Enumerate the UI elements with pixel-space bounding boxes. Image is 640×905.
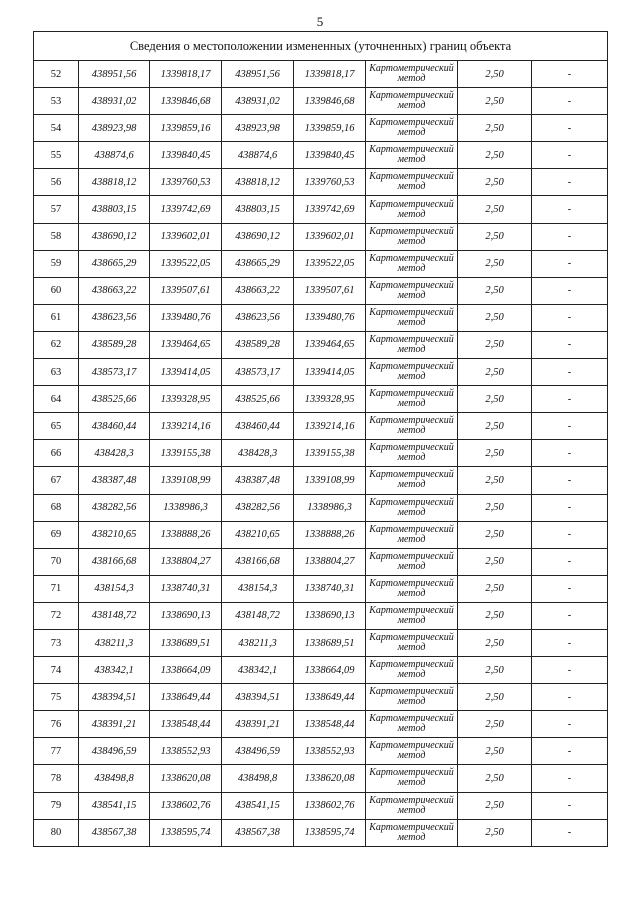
point-number-cell: 73: [34, 629, 79, 656]
point-number-cell: 65: [34, 413, 79, 440]
existing-y-cell: 1339214,16: [150, 413, 222, 440]
point-number-cell: 54: [34, 115, 79, 142]
new-x-cell: 438923,98: [222, 115, 294, 142]
existing-y-cell: 1338740,31: [150, 575, 222, 602]
description-cell: -: [532, 602, 608, 629]
new-y-cell: 1339522,05: [294, 250, 366, 277]
new-y-cell: 1339155,38: [294, 440, 366, 467]
method-cell: Картометрический метод: [366, 765, 458, 792]
point-number-cell: 58: [34, 223, 79, 250]
accuracy-cell: 2,50: [458, 115, 532, 142]
table-row: [34, 142, 608, 169]
description-cell: -: [532, 88, 608, 115]
existing-y-cell: 1339522,05: [150, 250, 222, 277]
page-number: 5: [316, 14, 324, 29]
table-row: [34, 765, 608, 792]
existing-x-cell: 438210,65: [79, 521, 150, 548]
accuracy-cell: 2,50: [458, 61, 532, 88]
existing-y-cell: 1339328,95: [150, 386, 222, 413]
method-cell: Картометрический метод: [366, 304, 458, 331]
point-number-cell: 63: [34, 359, 79, 386]
table-row: [34, 88, 608, 115]
description-cell: -: [532, 657, 608, 684]
accuracy-cell: 2,50: [458, 142, 532, 169]
new-y-cell: 1338804,27: [294, 548, 366, 575]
method-cell: Картометрический метод: [366, 819, 458, 846]
new-x-cell: 438394,51: [222, 684, 294, 711]
new-y-cell: 1339859,16: [294, 115, 366, 142]
new-x-cell: 438282,56: [222, 494, 294, 521]
accuracy-cell: 2,50: [458, 657, 532, 684]
point-number-cell: 55: [34, 142, 79, 169]
existing-y-cell: 1338664,09: [150, 657, 222, 684]
new-y-cell: 1339507,61: [294, 277, 366, 304]
point-number-cell: 67: [34, 467, 79, 494]
existing-y-cell: 1339507,61: [150, 277, 222, 304]
existing-x-cell: 438387,48: [79, 467, 150, 494]
existing-x-cell: 438525,66: [79, 386, 150, 413]
table-row: [34, 250, 608, 277]
new-x-cell: 438525,66: [222, 386, 294, 413]
point-number-cell: 80: [34, 819, 79, 846]
point-number-cell: 72: [34, 602, 79, 629]
new-y-cell: 1339742,69: [294, 196, 366, 223]
table-row: [34, 196, 608, 223]
existing-x-cell: 438690,12: [79, 223, 150, 250]
existing-y-cell: 1339464,65: [150, 331, 222, 358]
description-cell: -: [532, 738, 608, 765]
accuracy-cell: 2,50: [458, 223, 532, 250]
table-row: [34, 413, 608, 440]
table-row: [34, 304, 608, 331]
accuracy-cell: 2,50: [458, 440, 532, 467]
new-y-cell: 1338620,08: [294, 765, 366, 792]
accuracy-cell: 2,50: [458, 765, 532, 792]
description-cell: -: [532, 169, 608, 196]
existing-x-cell: 438394,51: [79, 684, 150, 711]
new-x-cell: 438498,8: [222, 765, 294, 792]
existing-x-cell: 438166,68: [79, 548, 150, 575]
accuracy-cell: 2,50: [458, 331, 532, 358]
new-x-cell: 438931,02: [222, 88, 294, 115]
new-y-cell: 1338649,44: [294, 684, 366, 711]
description-cell: -: [532, 819, 608, 846]
method-cell: Картометрический метод: [366, 602, 458, 629]
new-y-cell: 1339846,68: [294, 88, 366, 115]
existing-x-cell: 438623,56: [79, 304, 150, 331]
accuracy-cell: 2,50: [458, 819, 532, 846]
new-x-cell: 438387,48: [222, 467, 294, 494]
existing-x-cell: 438541,15: [79, 792, 150, 819]
new-x-cell: 438567,38: [222, 819, 294, 846]
accuracy-cell: 2,50: [458, 575, 532, 602]
new-x-cell: 438589,28: [222, 331, 294, 358]
existing-x-cell: 438818,12: [79, 169, 150, 196]
existing-y-cell: 1338548,44: [150, 711, 222, 738]
coordinates-table: [33, 31, 608, 847]
description-cell: -: [532, 765, 608, 792]
new-x-cell: 438874,6: [222, 142, 294, 169]
accuracy-cell: 2,50: [458, 711, 532, 738]
table-title: Сведения о местоположении измененных (уточненных) границ объекта: [34, 32, 608, 61]
method-cell: Картометрический метод: [366, 629, 458, 656]
description-cell: -: [532, 142, 608, 169]
point-number-cell: 78: [34, 765, 79, 792]
new-x-cell: 438665,29: [222, 250, 294, 277]
method-cell: Картометрический метод: [366, 467, 458, 494]
description-cell: -: [532, 115, 608, 142]
existing-y-cell: 1339602,01: [150, 223, 222, 250]
accuracy-cell: 2,50: [458, 548, 532, 575]
method-cell: Картометрический метод: [366, 250, 458, 277]
new-x-cell: 438818,12: [222, 169, 294, 196]
description-cell: -: [532, 467, 608, 494]
new-y-cell: 1338595,74: [294, 819, 366, 846]
point-number-cell: 53: [34, 88, 79, 115]
table-row: [34, 61, 608, 88]
table-row: [34, 684, 608, 711]
method-cell: Картометрический метод: [366, 61, 458, 88]
accuracy-cell: 2,50: [458, 494, 532, 521]
new-y-cell: 1339464,65: [294, 331, 366, 358]
new-x-cell: 438166,68: [222, 548, 294, 575]
existing-y-cell: 1339155,38: [150, 440, 222, 467]
method-cell: Картометрический метод: [366, 386, 458, 413]
table-row: [34, 575, 608, 602]
existing-y-cell: 1338689,51: [150, 629, 222, 656]
table-row: [34, 819, 608, 846]
description-cell: -: [532, 61, 608, 88]
existing-y-cell: 1338888,26: [150, 521, 222, 548]
existing-y-cell: 1338690,13: [150, 602, 222, 629]
table-body: [34, 32, 608, 847]
existing-x-cell: 438342,1: [79, 657, 150, 684]
new-y-cell: 1339214,16: [294, 413, 366, 440]
point-number-cell: 56: [34, 169, 79, 196]
existing-y-cell: 1339846,68: [150, 88, 222, 115]
new-y-cell: 1338690,13: [294, 602, 366, 629]
table-row: [34, 223, 608, 250]
existing-y-cell: 1339480,76: [150, 304, 222, 331]
new-x-cell: 438428,3: [222, 440, 294, 467]
existing-y-cell: 1338804,27: [150, 548, 222, 575]
existing-y-cell: 1338595,74: [150, 819, 222, 846]
table-row: [34, 169, 608, 196]
point-number-cell: 71: [34, 575, 79, 602]
method-cell: Картометрический метод: [366, 440, 458, 467]
existing-x-cell: 438573,17: [79, 359, 150, 386]
new-y-cell: 1339480,76: [294, 304, 366, 331]
existing-x-cell: 438923,98: [79, 115, 150, 142]
description-cell: -: [532, 711, 608, 738]
table-row: [34, 602, 608, 629]
accuracy-cell: 2,50: [458, 792, 532, 819]
point-number-cell: 57: [34, 196, 79, 223]
description-cell: -: [532, 575, 608, 602]
existing-x-cell: 438148,72: [79, 602, 150, 629]
accuracy-cell: 2,50: [458, 684, 532, 711]
new-y-cell: 1339328,95: [294, 386, 366, 413]
new-x-cell: 438460,44: [222, 413, 294, 440]
table-row: [34, 711, 608, 738]
accuracy-cell: 2,50: [458, 88, 532, 115]
existing-y-cell: 1338620,08: [150, 765, 222, 792]
method-cell: Картометрический метод: [366, 548, 458, 575]
point-number-cell: 52: [34, 61, 79, 88]
table-row: [34, 386, 608, 413]
point-number-cell: 69: [34, 521, 79, 548]
table-row: [34, 331, 608, 358]
existing-y-cell: 1339859,16: [150, 115, 222, 142]
description-cell: -: [532, 684, 608, 711]
accuracy-cell: 2,50: [458, 304, 532, 331]
table-row: [34, 359, 608, 386]
description-cell: -: [532, 277, 608, 304]
table-row: [34, 277, 608, 304]
accuracy-cell: 2,50: [458, 629, 532, 656]
accuracy-cell: 2,50: [458, 196, 532, 223]
table-row: [34, 792, 608, 819]
accuracy-cell: 2,50: [458, 413, 532, 440]
point-number-cell: 61: [34, 304, 79, 331]
new-x-cell: 438148,72: [222, 602, 294, 629]
new-x-cell: 438803,15: [222, 196, 294, 223]
method-cell: Картометрический метод: [366, 277, 458, 304]
existing-x-cell: 438874,6: [79, 142, 150, 169]
existing-y-cell: 1339818,17: [150, 61, 222, 88]
accuracy-cell: 2,50: [458, 738, 532, 765]
description-cell: -: [532, 494, 608, 521]
existing-x-cell: 438803,15: [79, 196, 150, 223]
accuracy-cell: 2,50: [458, 386, 532, 413]
existing-y-cell: 1339742,69: [150, 196, 222, 223]
point-number-cell: 74: [34, 657, 79, 684]
new-y-cell: 1338664,09: [294, 657, 366, 684]
table-row: [34, 467, 608, 494]
new-y-cell: 1339818,17: [294, 61, 366, 88]
new-y-cell: 1338602,76: [294, 792, 366, 819]
method-cell: Картометрический метод: [366, 792, 458, 819]
existing-y-cell: 1339414,05: [150, 359, 222, 386]
new-y-cell: 1339760,53: [294, 169, 366, 196]
new-y-cell: 1338552,93: [294, 738, 366, 765]
method-cell: Картометрический метод: [366, 223, 458, 250]
existing-x-cell: 438951,56: [79, 61, 150, 88]
new-x-cell: 438496,59: [222, 738, 294, 765]
existing-y-cell: 1339108,99: [150, 467, 222, 494]
method-cell: Картометрический метод: [366, 684, 458, 711]
existing-x-cell: 438567,38: [79, 819, 150, 846]
new-x-cell: 438541,15: [222, 792, 294, 819]
method-cell: Картометрический метод: [366, 88, 458, 115]
new-x-cell: 438623,56: [222, 304, 294, 331]
point-number-cell: 60: [34, 277, 79, 304]
point-number-cell: 75: [34, 684, 79, 711]
description-cell: -: [532, 359, 608, 386]
point-number-cell: 66: [34, 440, 79, 467]
existing-x-cell: 438589,28: [79, 331, 150, 358]
new-x-cell: 438342,1: [222, 657, 294, 684]
description-cell: -: [532, 629, 608, 656]
method-cell: Картометрический метод: [366, 494, 458, 521]
existing-x-cell: 438931,02: [79, 88, 150, 115]
table-row: [34, 548, 608, 575]
method-cell: Картометрический метод: [366, 115, 458, 142]
existing-x-cell: 438391,21: [79, 711, 150, 738]
new-y-cell: 1338986,3: [294, 494, 366, 521]
existing-x-cell: 438154,3: [79, 575, 150, 602]
point-number-cell: 62: [34, 331, 79, 358]
description-cell: -: [532, 548, 608, 575]
new-x-cell: 438573,17: [222, 359, 294, 386]
new-y-cell: 1338689,51: [294, 629, 366, 656]
new-x-cell: 438690,12: [222, 223, 294, 250]
description-cell: -: [532, 521, 608, 548]
new-y-cell: 1338740,31: [294, 575, 366, 602]
existing-y-cell: 1338552,93: [150, 738, 222, 765]
point-number-cell: 76: [34, 711, 79, 738]
description-cell: -: [532, 250, 608, 277]
new-y-cell: 1339840,45: [294, 142, 366, 169]
method-cell: Картометрический метод: [366, 575, 458, 602]
new-x-cell: 438211,3: [222, 629, 294, 656]
point-number-cell: 70: [34, 548, 79, 575]
table-title-row: [34, 32, 608, 61]
table-row: [34, 115, 608, 142]
point-number-cell: 68: [34, 494, 79, 521]
method-cell: Картометрический метод: [366, 711, 458, 738]
new-y-cell: 1339108,99: [294, 467, 366, 494]
method-cell: Картометрический метод: [366, 413, 458, 440]
method-cell: Картометрический метод: [366, 142, 458, 169]
existing-x-cell: 438460,44: [79, 413, 150, 440]
existing-x-cell: 438498,8: [79, 765, 150, 792]
existing-y-cell: 1339760,53: [150, 169, 222, 196]
description-cell: -: [532, 304, 608, 331]
existing-y-cell: 1338602,76: [150, 792, 222, 819]
existing-x-cell: 438496,59: [79, 738, 150, 765]
new-y-cell: 1339414,05: [294, 359, 366, 386]
method-cell: Картометрический метод: [366, 196, 458, 223]
point-number-cell: 64: [34, 386, 79, 413]
description-cell: -: [532, 413, 608, 440]
accuracy-cell: 2,50: [458, 521, 532, 548]
new-x-cell: 438154,3: [222, 575, 294, 602]
existing-x-cell: 438282,56: [79, 494, 150, 521]
point-number-cell: 59: [34, 250, 79, 277]
point-number-cell: 79: [34, 792, 79, 819]
accuracy-cell: 2,50: [458, 467, 532, 494]
existing-x-cell: 438211,3: [79, 629, 150, 656]
method-cell: Картометрический метод: [366, 738, 458, 765]
existing-y-cell: 1338986,3: [150, 494, 222, 521]
table-row: [34, 494, 608, 521]
existing-x-cell: 438428,3: [79, 440, 150, 467]
point-number-cell: 77: [34, 738, 79, 765]
description-cell: -: [532, 331, 608, 358]
method-cell: Картометрический метод: [366, 359, 458, 386]
new-y-cell: 1338888,26: [294, 521, 366, 548]
accuracy-cell: 2,50: [458, 169, 532, 196]
new-y-cell: 1338548,44: [294, 711, 366, 738]
description-cell: -: [532, 792, 608, 819]
new-x-cell: 438391,21: [222, 711, 294, 738]
accuracy-cell: 2,50: [458, 602, 532, 629]
new-x-cell: 438210,65: [222, 521, 294, 548]
description-cell: -: [532, 440, 608, 467]
table-row: [34, 440, 608, 467]
new-y-cell: 1339602,01: [294, 223, 366, 250]
table-row: [34, 738, 608, 765]
description-cell: -: [532, 223, 608, 250]
method-cell: Картометрический метод: [366, 521, 458, 548]
existing-x-cell: 438663,22: [79, 277, 150, 304]
description-cell: -: [532, 196, 608, 223]
existing-y-cell: 1338649,44: [150, 684, 222, 711]
existing-x-cell: 438665,29: [79, 250, 150, 277]
method-cell: Картометрический метод: [366, 169, 458, 196]
new-x-cell: 438663,22: [222, 277, 294, 304]
method-cell: Картометрический метод: [366, 331, 458, 358]
table-row: [34, 657, 608, 684]
accuracy-cell: 2,50: [458, 250, 532, 277]
accuracy-cell: 2,50: [458, 359, 532, 386]
new-x-cell: 438951,56: [222, 61, 294, 88]
description-cell: -: [532, 386, 608, 413]
table-row: [34, 521, 608, 548]
method-cell: Картометрический метод: [366, 657, 458, 684]
accuracy-cell: 2,50: [458, 277, 532, 304]
table-row: [34, 629, 608, 656]
existing-y-cell: 1339840,45: [150, 142, 222, 169]
